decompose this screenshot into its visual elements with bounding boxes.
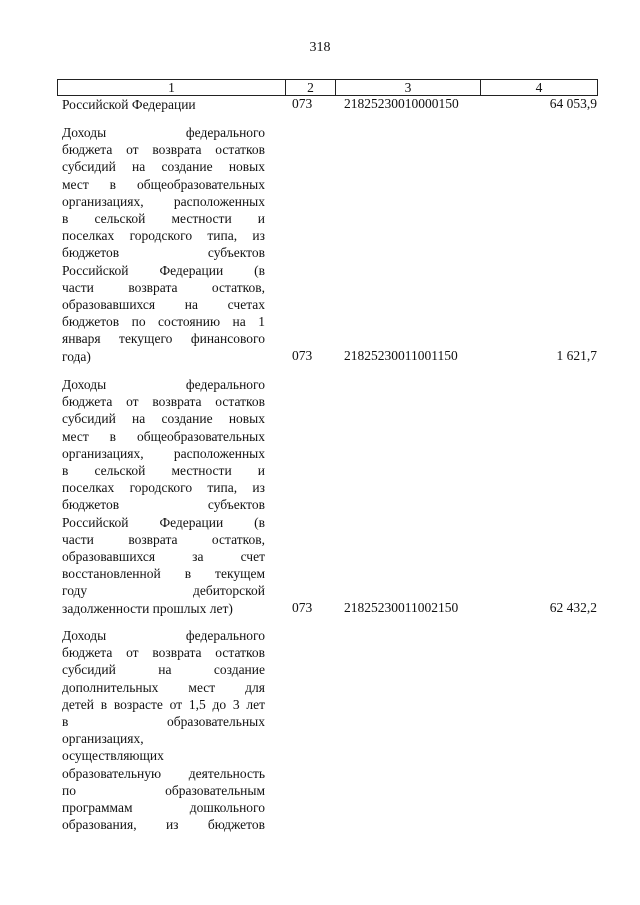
description-line: Российской Федерации (в [62,514,265,530]
budget-code: 21825230011002150 [344,600,459,615]
description-line: субсидий на создание новых [62,159,265,175]
description-line: субсидий на создание новых [62,411,265,427]
description-line: Российской Федерации (в [62,262,265,278]
description-line: Доходы федерального [62,125,265,140]
budget-code: 21825230010000150 [344,96,459,111]
description-line: образования, из бюджетов [62,817,265,833]
description-line: организациях, [62,731,144,747]
amount: 64 053,9 [549,96,597,111]
description-line: года) [62,348,91,364]
description-line: восстановленной в текущем [62,566,265,582]
description-line: в сельской местности и [62,463,265,479]
description-line: части возврата остатков, [62,279,265,295]
description-line: дополнительных мест для [62,679,265,695]
description-line: бюджета от возврата остатков [62,394,265,410]
description-line: поселках городского типа, из [62,480,265,496]
description-line: части возврата остатков, [62,531,265,547]
header-col-1: 1 [58,80,286,95]
row-description [62,376,265,617]
description-line: в сельской местности и [62,211,265,227]
header-col-3: 3 [336,80,481,95]
description-line: году дебиторской [62,583,265,599]
table-header [57,79,598,96]
row-description [62,96,265,113]
budget-code: 21825230011001150 [344,348,458,363]
description-line: января текущего финансового [62,331,265,347]
description-line: бюджета от возврата остатков [62,645,265,661]
page-number: 318 [309,40,331,55]
amount: 62 432,2 [549,600,597,615]
description-line: мест в общеобразовательных [62,176,265,192]
description-line: Российской Федерации [62,97,196,112]
description-line: осуществляющих [62,748,164,764]
description-line: в образовательных [62,714,265,730]
header-col-2: 2 [286,80,336,95]
description-line: бюджета от возврата остатков [62,142,265,158]
description-line: субсидий на создание [62,662,265,678]
description-line: Доходы федерального [62,377,265,392]
description-line: по образовательным [62,782,265,798]
description-line: организациях, расположенных [62,445,265,461]
admin-code: 073 [292,348,313,363]
description-line: образовавшихся за счет [62,549,265,565]
description-line: Доходы федерального [62,628,265,643]
description-line: задолженности прошлых лет) [62,600,233,616]
description-line: поселках городского типа, из [62,228,265,244]
row-description [62,124,265,365]
description-line: образовавшихся на счетах [62,297,265,313]
description-line: детей в возрасте от 1,5 до 3 лет [62,696,265,712]
description-line: бюджетов по состоянию на 1 [62,314,265,330]
admin-code: 073 [292,600,313,615]
description-line: бюджетов субъектов [62,245,265,261]
description-line: программам дошкольного [62,800,265,816]
header-col-4: 4 [535,80,543,95]
description-line: бюджетов субъектов [62,497,265,513]
description-line: организациях, расположенных [62,193,265,209]
amount: 1 621,7 [556,348,597,363]
admin-code: 073 [292,96,313,111]
description-line: мест в общеобразовательных [62,428,265,444]
description-line: образовательную деятельность [62,765,265,781]
row-description [62,627,265,833]
